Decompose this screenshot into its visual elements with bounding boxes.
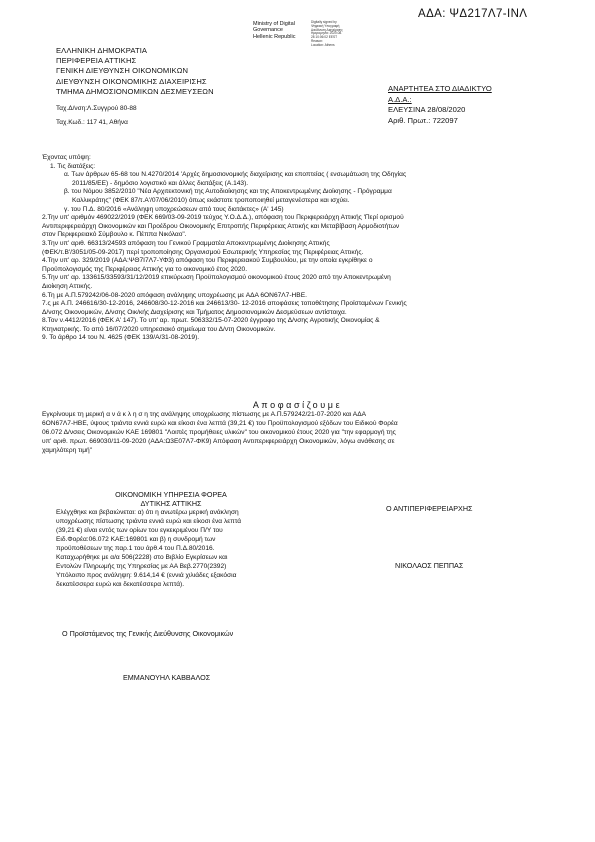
address-block: [56, 102, 137, 130]
item-2-cont: Αντιπεριφερειάρχη Οικονομικών και Προέδρου Οικονομικής Επιτροπής Περιφέρειας Αττικής και Μεταβίβαση Αρμοδιοτήτων: [42, 222, 400, 230]
financial-service-line: (39,21 €) είναι εντός των ορίων του εγκεκριμένου Π/Υ του: [56, 527, 223, 534]
financial-service-title: ΟΙΚΟΝΟΜΙΚΗ ΥΠΗΡΕΣΙΑ ΦΟΡΕΑ: [115, 490, 227, 499]
vice-governor-name: ΝΙΚΟΛΑΟΣ ΠΕΠΠΑΣ: [395, 561, 464, 570]
item-5-cont: Διοίκηση Αττικής.: [42, 282, 93, 290]
item-1b-cont: Καλλικράτης" (ΦΕΚ 87/τ.Α'/07/06/2010) όπως εκάστοτε τροποποιηθεί μεταγενέστερα και ισχύει.: [72, 196, 350, 204]
general-director-title: Ο Προϊστάμενος της Γενικής Διεύθυνσης Οικονομικών: [62, 629, 234, 638]
gov-fine-line: Reason:: [311, 38, 323, 43]
item-6: 6.Τη με Α.Π.579242/06-08-2020 απόφαση ανάληψης υποχρέωσης με ΑΔΑ 6ΟΝ67Λ7-ΗΒΕ.: [42, 291, 307, 299]
document-meta: [388, 84, 492, 126]
financial-service-subtitle: ΔΥΤΙΚΗΣ ΑΤΤΙΚΗΣ: [140, 499, 202, 508]
gov-fine-line: Digitally signed by: [311, 20, 337, 24]
header-line: ΠΕΡΙΦΕΡΕΙΑ ΑΤΤΙΚΗΣ: [56, 56, 137, 66]
gov-logo-line: Ministry of Digital: [253, 21, 295, 27]
item-4-cont: Προϋπολογισμός της Περιφέρειας Αττικής για το οικονομικό έτος 2020.: [42, 265, 248, 273]
header-line: ΓΕΝΙΚΗ ΔΙΕΥΘΥΝΣΗ ΟΙΚΟΝΟΜΙΚΩΝ: [56, 66, 189, 76]
financial-service-line: Ελέγχθηκε και βεβαιώνεται: α) ότι η ανωτέρω μερική ανάκληση: [56, 509, 239, 516]
item-5: 5.Την υπ' αρ. 133615/33593/31/12/2019 επικύρωση Προϋπολογισμού οικονομικού έτους 2020 από την Αποκεντρωμένη: [42, 274, 391, 282]
vice-governor-title: Ο ΑΝΤΙΠΕΡΙΦΕΡΕΙΑΡΧΗΣ: [386, 504, 473, 513]
item-9: 9. Το άρθρο 14 του Ν. 4625 (ΦΕΚ 139/Α/31-08-2019).: [42, 334, 200, 342]
decision-line: 06.072 Δ/νσεις Οικονομικών ΚΑΕ 169801 "Λοιπές προμήθειες υλικών" του οικονομικού έτους 2020 για "την εφαρμογή της: [42, 428, 396, 436]
item-8: 8.Τον ν.4412/2016 (ΦΕΚ Α' 147). Το υπ' αρ. πρωτ. 506332/15-07-2020 έγγραφο της Δ/νσης Αγροτικής Οικονομίας &: [42, 317, 380, 325]
header-line: ΕΛΛΗΝΙΚΗ ΔΗΜΟΚΡΑΤΙΑ: [56, 46, 148, 55]
issuer-header: [56, 46, 214, 97]
gov-logo-line: Governance: [253, 27, 283, 34]
financial-service-line: Ειδ.Φορέα:06.072 ΚΑΕ:169801 και β) η συνδρομή των: [56, 536, 216, 543]
financial-service-line: Καταχωρήθηκε με α/α 506(2228) στο Βιβλίο Εγκρίσεων και: [56, 554, 228, 561]
financial-service-line: υποχρέωσης πίστωσης τριάντα εννιά ευρώ και είκοσι ένα λεπτά: [56, 518, 242, 525]
address-line: Ταχ.Κωδ.: 117 41, Αθήνα: [56, 119, 128, 126]
financial-service-line: Εντολών Πληρωμής της Υπηρεσίας με ΑΑ Βεβ.2770(2392): [56, 563, 227, 570]
ada-top: ΑΔΑ: ΨΔ217Λ7-ΙΝΛ: [418, 8, 528, 20]
item-2: 2.Την υπ' αριθμόν 469022/2019 (ΦΕΚ 669/03-09-2019 τεύχος Υ.Ο.Δ.Δ.), απόφαση του Περιφερειάρχη Αττικής 'Περί ορισμού: [42, 214, 404, 222]
header-line: ΔΙΕΥΘΥΝΣΗ ΟΙΚΟΝΟΜΙΚΗΣ ΔΙΑΧΕΙΡΙΣΗΣ: [56, 76, 207, 86]
header-line: ΤΜΗΜΑ ΔΗΜΟΣΙΟΝΟΜΙΚΩΝ ΔΕΣΜΕΥΣΕΩΝ: [56, 86, 214, 96]
item-3: 3.Την υπ' αριθ. 66313/24593 απόφαση του Γενικού Γραμματέα Αποκεντρωμένης Διοίκησης Αττικής: [42, 239, 330, 247]
address-line: Ταχ.Δ/νση:Λ.Συγγρού 80-88: [56, 105, 137, 112]
protocol-number: Αριθ. Πρωτ.: 722097: [388, 115, 458, 125]
item-7: 7.ς με Α.Π. 246616/30-12-2016, 246608/30-12-2016 και 246613/30- 12-2016 αποφάσεις τοποθέτησης Προϊσταμένων Γενικής: [42, 300, 407, 308]
item-1a-cont: 2011/85/ΕΕ) - δημόσιο λογιστικό και άλλες διατάξεις (Α.143).: [72, 179, 249, 187]
decision-line: Εγκρίνουμε τη μερική α ν ά κ λ η σ η της ανάληψης υποχρέωσης πίστωσης με Α.Π.579242/21-07-2020 και ΑΔΑ: [42, 411, 366, 418]
gov-fine-line: Location: Athens: [311, 42, 335, 47]
posted-online-notice: ΑΝΑΡΤΗΤΕΑ ΣΤΟ ΔΙΑΔΙΚΤΥΟ: [388, 84, 492, 93]
item-2-cont: στον Περιφερειακό Σύμβουλο κ. Πέππα Νικόλαο".: [42, 231, 187, 239]
gov-logo-line: Hellenic Republic: [253, 33, 296, 40]
gov-signature-logo: [253, 21, 296, 40]
place-date: ΕΛΕΥΣΙΝΑ 28/08/2020: [388, 105, 466, 115]
decision-line: υπ' αριθ. πρωτ. 669030/11-09-2020 (ΑΔΑ:Ω3Ε07Λ7-ΦΚ9) Απόφαση Αντιπεριφερειάρχη Οικονομικών, λόγω ανάθεσης σε: [42, 437, 395, 445]
gov-fine-line: 28 10:06:02 EEST: [311, 35, 338, 40]
having-seen: Έχοντας υπόψη:: [42, 154, 91, 161]
financial-service-block: [56, 490, 286, 589]
decision-line: χαμηλότερη τιμή": [42, 446, 93, 454]
considerations: [42, 154, 574, 343]
decision-line: 6ΟΝ67Λ7-ΗΒΕ, ύψους τριάντα εννιά ευρώ και είκοσι ένα λεπτά (39,21 €) του Προϋπολογισμού εξόδων του Ειδικού Φορέα: [42, 419, 398, 427]
gov-signature-details: [311, 21, 343, 48]
financial-service-line: δεκατέσσερα ευρώ και δεκατέσσερα λεπτά).: [56, 581, 185, 588]
financial-service-line: προϋποθέσεων της παρ.1 του άρθ.4 του Π.Δ.80/2016.: [56, 545, 215, 552]
item-1a: α. Των άρθρων 65-68 του Ν.4270/2014 'Αρχές δημοσιονομικής διαχείρισης και εποπτείας ( ενσωμάτωση της Οδηγίας: [64, 171, 407, 179]
item-3-cont: (ΦΕΚ/τ.Β'/3051/05-09-2017) περί τροποποίησης Οργανισμού Εσωτερικής Υπηρεσίας της Περιφέρειας Αττικής.: [42, 248, 364, 256]
decision-title: Αποφασίζουμε: [252, 400, 343, 410]
gov-fine-line: Ημερομηνία: 2020.08.: [311, 31, 343, 36]
item-8-cont: Κτηνιατρικής. Το από 16/07/2020 υπηρεσιακό σημείωμα του Δ/ντη Οικονομικών.: [42, 325, 276, 333]
ada-label: Α.Δ.Α.:: [388, 94, 412, 104]
item-1c: γ. του Π.Δ. 80/2016 «Ανάληψη υποχρεώσεων από τους διατάκτες» (Α' 145): [64, 205, 284, 213]
general-director-name: ΕΜΜΑΝΟΥΗΛ ΚΑΒΒΑΛΟΣ: [123, 673, 211, 682]
item-7-cont: Δ/νσης Οικονομικών, Δ/νσης Οικ/κής Διαχείρισης και Τμήματος Δημοσιονομικών Δεσμεύσεων αντίστοιχα.: [42, 308, 347, 316]
gov-fine-line: Ψηφιακή Υπογραφή: [311, 23, 340, 28]
item-4: 4.Την υπ' αρ. 329/2019 (ΑΔΑ:ΨΘ7Ι7Λ7-ΥΦ3) απόφαση του Περιφερειακού Συμβουλίου, με την οποία εγκρίθηκε ο: [42, 257, 373, 265]
gov-fine-line: Διεύθυνση Διαχείρισης: [311, 27, 343, 32]
decision-text: [42, 411, 572, 456]
item-1b: β. του Νόμου 3852/2010 "Νέα Αρχιτεκτονική της Αυτοδιοίκησης και της Αποκεντρωμένης Διοίκησης - Πρόγραμμα: [64, 188, 392, 196]
financial-service-line: Υπόλοιπο προς ανάληψη: 9.614,14 € (εννιά χιλιάδες εξακόσια: [56, 572, 237, 579]
item-1: 1. Τις διατάξεις:: [50, 162, 96, 170]
